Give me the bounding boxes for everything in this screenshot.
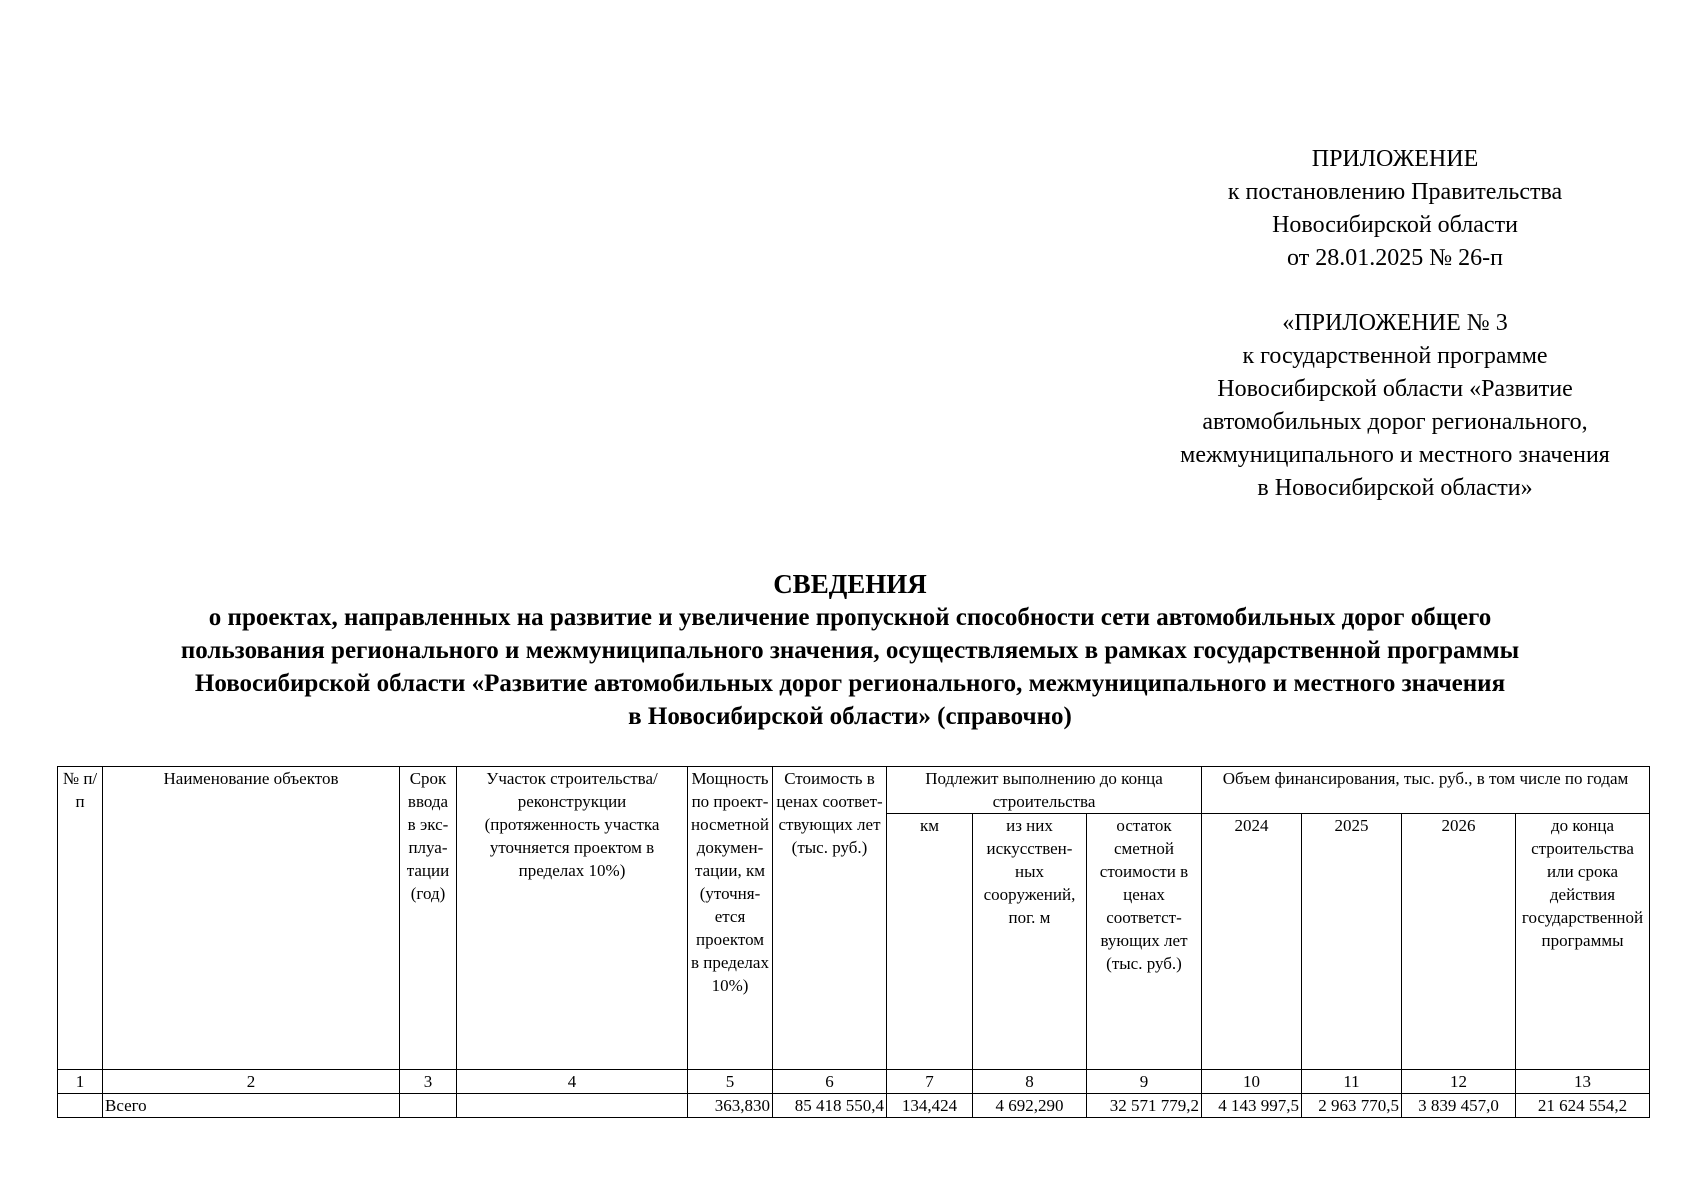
column-number: 10: [1202, 1070, 1302, 1094]
total-cell: [58, 1094, 103, 1118]
document-title-line: Новосибирской области «Развитие автомобильных дорог регионального, межмуниципального и местного значения: [194, 670, 1506, 697]
column-number: 11: [1302, 1070, 1402, 1094]
header-section: Участок строительства/реконструкции (протяженность участка уточняется проектом в пределах 10%): [457, 767, 688, 1070]
document-title-line: в Новосибирской области» (справочно): [628, 703, 1072, 730]
column-number: 9: [1087, 1070, 1202, 1094]
appendix-line: от 28.01.2025 № 26-п: [1287, 245, 1503, 271]
program-appendix-line: «ПРИЛОЖЕНИЕ № 3: [1282, 310, 1508, 336]
program-appendix-header: [1090, 307, 1697, 505]
header-remaining-cost: остаток сметной стоимости в ценах соответствующих лет (тыс. руб.): [1087, 814, 1202, 1070]
column-number: 7: [887, 1070, 973, 1094]
program-appendix-line: Новосибирской области «Развитие: [1217, 376, 1573, 402]
total-row: [58, 1094, 1650, 1118]
header-structures: из них искусственных сооружений, пог. м: [973, 814, 1087, 1070]
header-commission-year: Срок ввода в эксплуатации (год): [400, 767, 457, 1070]
header-group-financing: Объем финансирования, тыс. руб., в том числе по годам: [1202, 767, 1650, 814]
column-number: 6: [773, 1070, 887, 1094]
program-appendix-line: межмуниципального и местного значения: [1180, 442, 1610, 468]
document-title: [60, 568, 1640, 733]
column-number: 1: [58, 1070, 103, 1094]
column-number: 4: [457, 1070, 688, 1094]
total-2024: 4 143 997,5: [1202, 1094, 1302, 1118]
column-number: 5: [688, 1070, 773, 1094]
total-remaining-cost: 32 571 779,2: [1087, 1094, 1202, 1118]
header-km: км: [887, 814, 973, 1070]
program-appendix-line: к государственной программе: [1242, 343, 1548, 369]
total-until-end: 21 624 554,2: [1516, 1094, 1650, 1118]
total-capacity: 363,830: [688, 1094, 773, 1118]
total-2025: 2 963 770,5: [1302, 1094, 1402, 1118]
total-label: Всего: [103, 1094, 400, 1118]
column-number: 12: [1402, 1070, 1516, 1094]
total-cell: [400, 1094, 457, 1118]
total-structures: 4 692,290: [973, 1094, 1087, 1118]
column-number: 8: [973, 1070, 1087, 1094]
program-appendix-line: автомобильных дорог регионального,: [1202, 409, 1588, 435]
column-number-row: [58, 1070, 1650, 1094]
total-cell: [457, 1094, 688, 1118]
header-year-2025: 2025: [1302, 814, 1402, 1070]
total-2026: 3 839 457,0: [1402, 1094, 1516, 1118]
document-title-line: о проектах, направленных на развитие и увеличение пропускной способности сети автомобильных дорог общего: [208, 604, 1492, 631]
document-title-line: пользования регионального и межмуниципального значения, осуществляемых в рамках государственной программы: [180, 637, 1520, 664]
appendix-line: ПРИЛОЖЕНИЕ: [1311, 146, 1479, 172]
header-cost: Стоимость в ценах соответствующих лет (тыс. руб.): [773, 767, 887, 1070]
program-appendix-line: в Новосибирской области»: [1257, 475, 1533, 501]
header-row-1: [58, 767, 1650, 814]
total-km: 134,424: [887, 1094, 973, 1118]
column-number: 3: [400, 1070, 457, 1094]
appendix-line: Новосибирской области: [1272, 212, 1518, 238]
header-year-2024: 2024: [1202, 814, 1302, 1070]
header-group-construction: Подлежит выполнению до конца строительства: [887, 767, 1202, 814]
header-capacity: Мощность по проектносметной документации, км (уточняется проектом в пределах 10%): [688, 767, 773, 1070]
document-heading: СВЕДЕНИЯ: [773, 569, 927, 599]
column-number: 2: [103, 1070, 400, 1094]
header-number: № п/п: [58, 767, 103, 1070]
appendix-line: к постановлению Правительства: [1227, 179, 1563, 205]
header-until-end: до конца строительства или срока действия государственной программы: [1516, 814, 1650, 1070]
appendix-header: [1090, 143, 1697, 275]
projects-table: [57, 766, 1650, 1118]
header-year-2026: 2026: [1402, 814, 1516, 1070]
total-cost: 85 418 550,4: [773, 1094, 887, 1118]
column-number: 13: [1516, 1070, 1650, 1094]
header-object-name: Наименование объектов: [103, 767, 400, 1070]
